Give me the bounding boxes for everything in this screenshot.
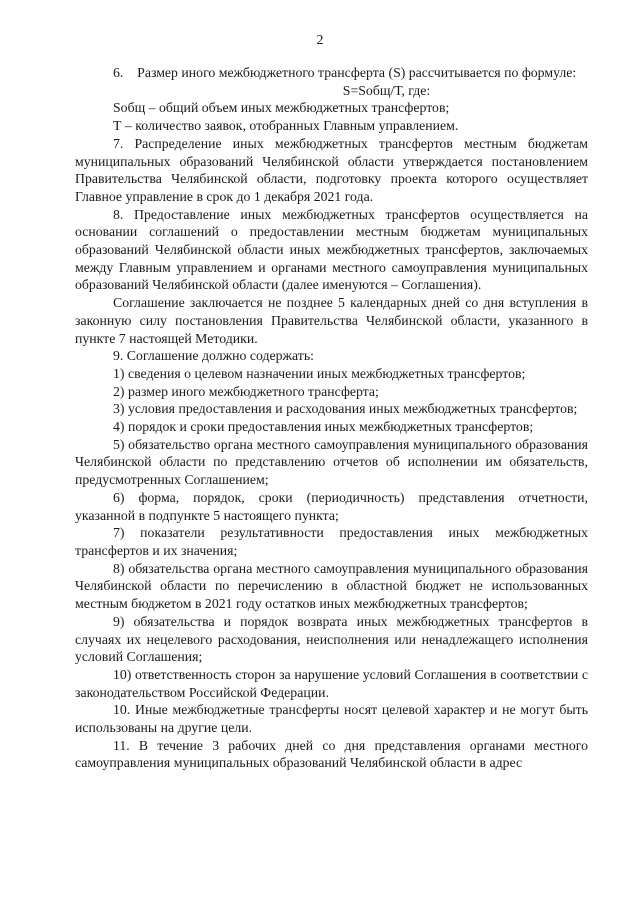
list-item-3: 3) условия предоставления и расходования иных межбюджетных трансфертов; xyxy=(113,401,578,417)
paragraph-8: 8. Предоставление иных межбюджетных трансфертов осуществляется на основании соглашений о предоставлении местным бюджетам муниципальных образований Челябинской области иных межбюджетных трансфертов, заключаемых между Главным управлением и органами местного самоуправления муниципальных образований Челябинской области (далее именуются – Соглашения). xyxy=(75,206,588,293)
document-body xyxy=(75,64,588,772)
list-item-4: 4) порядок и сроки предоставления иных межбюджетных трансфертов; xyxy=(113,419,534,435)
formula-definition-count: Т – количество заявок, отобранных Главным управлением. xyxy=(113,118,459,134)
list-item-10: 10) ответственность сторон за нарушение условий Соглашения в соответствии с законодательством Российской Федерации. xyxy=(75,666,588,700)
paragraph-9: 9. Соглашение должно содержать: xyxy=(113,348,314,364)
list-item-7: 7) показатели результативности предоставления иных межбюджетных трансфертов и их значения; xyxy=(75,525,588,558)
paragraph-8-agreement-deadline: Соглашение заключается не позднее 5 календарных дней со дня вступления в законную силу постановления Правительства Челябинской области, указанного в пункте 7 настоящей Методики. xyxy=(75,295,588,346)
paragraph-7: 7. Распределение иных межбюджетных трансфертов местным бюджетам муниципальных образований Челябинской области утверждается постановлением Правительства Челябинской области, подготовку проекта которого осуществляет Главное управление в срок до 1 декабря 2021 года. xyxy=(75,135,588,204)
page-number: 2 xyxy=(316,33,324,48)
paragraph-6: 6. Размер иного межбюджетного трансферта (S) рассчитывается по формуле: xyxy=(113,65,577,80)
formula-definition-total: Sобщ – общий объем иных межбюджетных трансфертов; xyxy=(113,100,450,116)
list-item-9: 9) обязательства и порядок возврата иных межбюджетных трансфертов в случаях их нецелевого расходования, неисполнения или ненадлежащего исполнения условий Соглашения; xyxy=(75,613,588,665)
formula: S=Sобщ/Т, где: xyxy=(342,82,431,98)
paragraph-10: 10. Иные межбюджетные трансферты носят целевой характер и не могут быть использованы на другие цели. xyxy=(75,702,588,736)
list-item-2: 2) размер иного межбюджетного трансферта; xyxy=(113,383,379,399)
paragraph-11: 11. В течение 3 рабочих дней со дня представления органами местного самоуправления муниципальных образований Челябинской области в адрес xyxy=(75,737,588,771)
list-item-5: 5) обязательство органа местного самоуправления муниципального образования Челябинской области по представлению отчетов об исполнении им обязательств, предусмотренных Соглашением; xyxy=(75,436,588,488)
list-item-8: 8) обязательства органа местного самоуправления муниципального образования Челябинской области по перечислению в областной бюджет не использованных местным бюджетом в 2021 году остатков иных межбюджетных трансфертов; xyxy=(75,560,588,612)
list-item-1: 1) сведения о целевом назначении иных межбюджетных трансфертов; xyxy=(113,365,526,381)
list-item-6: 6) форма, порядок, сроки (периодичность) представления отчетности, указанной в подпункте 5 настоящего пункта; xyxy=(75,489,588,523)
